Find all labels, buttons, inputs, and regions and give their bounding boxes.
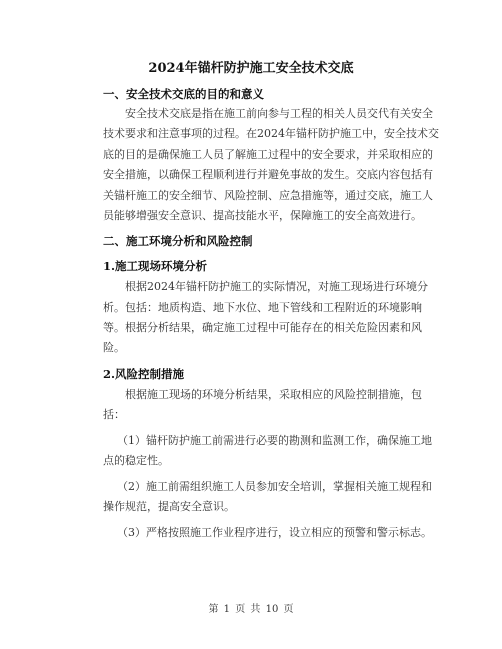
subsection2-line: 括： <box>103 408 125 421</box>
subsection1-line: 根据2024年锚杆防护施工的实际情况，对施工现场进行环境分 <box>125 280 428 293</box>
section1-heading: 一、安全技术交底的目的和意义 <box>103 87 264 101</box>
subsection1-line: 析。包括：地质构造、地下水位、地下管线和工程附近的环境影响 <box>103 301 422 314</box>
document-title: 2024年锚杆防护施工安全技术交底 <box>148 61 354 76</box>
risk-item-continuation: 点的稳定性。 <box>103 454 169 467</box>
section1-line: 安全措施，以确保工程顺利进行并避免事故的发生。交底内容包括有 <box>103 168 433 181</box>
subsection2-line: 根据施工现场的环境分析结果，采取相应的风险控制措施，包 <box>125 388 422 401</box>
risk-item: （1）锚杆防护施工前需进行必要的勘测和监测工作，确保施工地 <box>117 434 432 447</box>
risk-item: （3）严格按照施工作业程序进行，设立相应的预警和警示标志。 <box>117 526 432 539</box>
section1-line: 安全技术交底是指在施工前向参与工程的相关人员交代有关安全 <box>125 107 433 120</box>
subsection1-heading: 1.施工现场环境分析 <box>103 259 208 273</box>
subsection1-line: 等。根据分析结果，确定施工过程中可能存在的相关危险因素和风 <box>103 321 422 334</box>
section1-line: 关锚杆施工的安全细节、风险控制、应急措施等，通过交底，施工人 <box>103 189 433 202</box>
risk-item: （2）施工前需组织施工人员参加安全培训，掌握相关施工规程和 <box>117 480 432 493</box>
page-number-footer: 第 1 页 共 10 页 <box>208 604 294 615</box>
risk-item-continuation: 操作规范，提高安全意识。 <box>103 500 235 513</box>
subsection2-heading: 2.风险控制措施 <box>103 367 185 381</box>
section1-line: 员能够增强安全意识、提高技能水平，保障施工的安全高效进行。 <box>103 209 422 222</box>
subsection1-line: 险。 <box>103 341 125 354</box>
section1-line: 底的目的是确保施工人员了解施工过程中的安全要求，并采取相应的 <box>103 148 433 161</box>
section1-line: 技术要求和注意事项的过程。在2024年锚杆防护施工中，安全技术交 <box>103 127 439 140</box>
section2-heading: 二、施工环境分析和风险控制 <box>103 234 253 248</box>
